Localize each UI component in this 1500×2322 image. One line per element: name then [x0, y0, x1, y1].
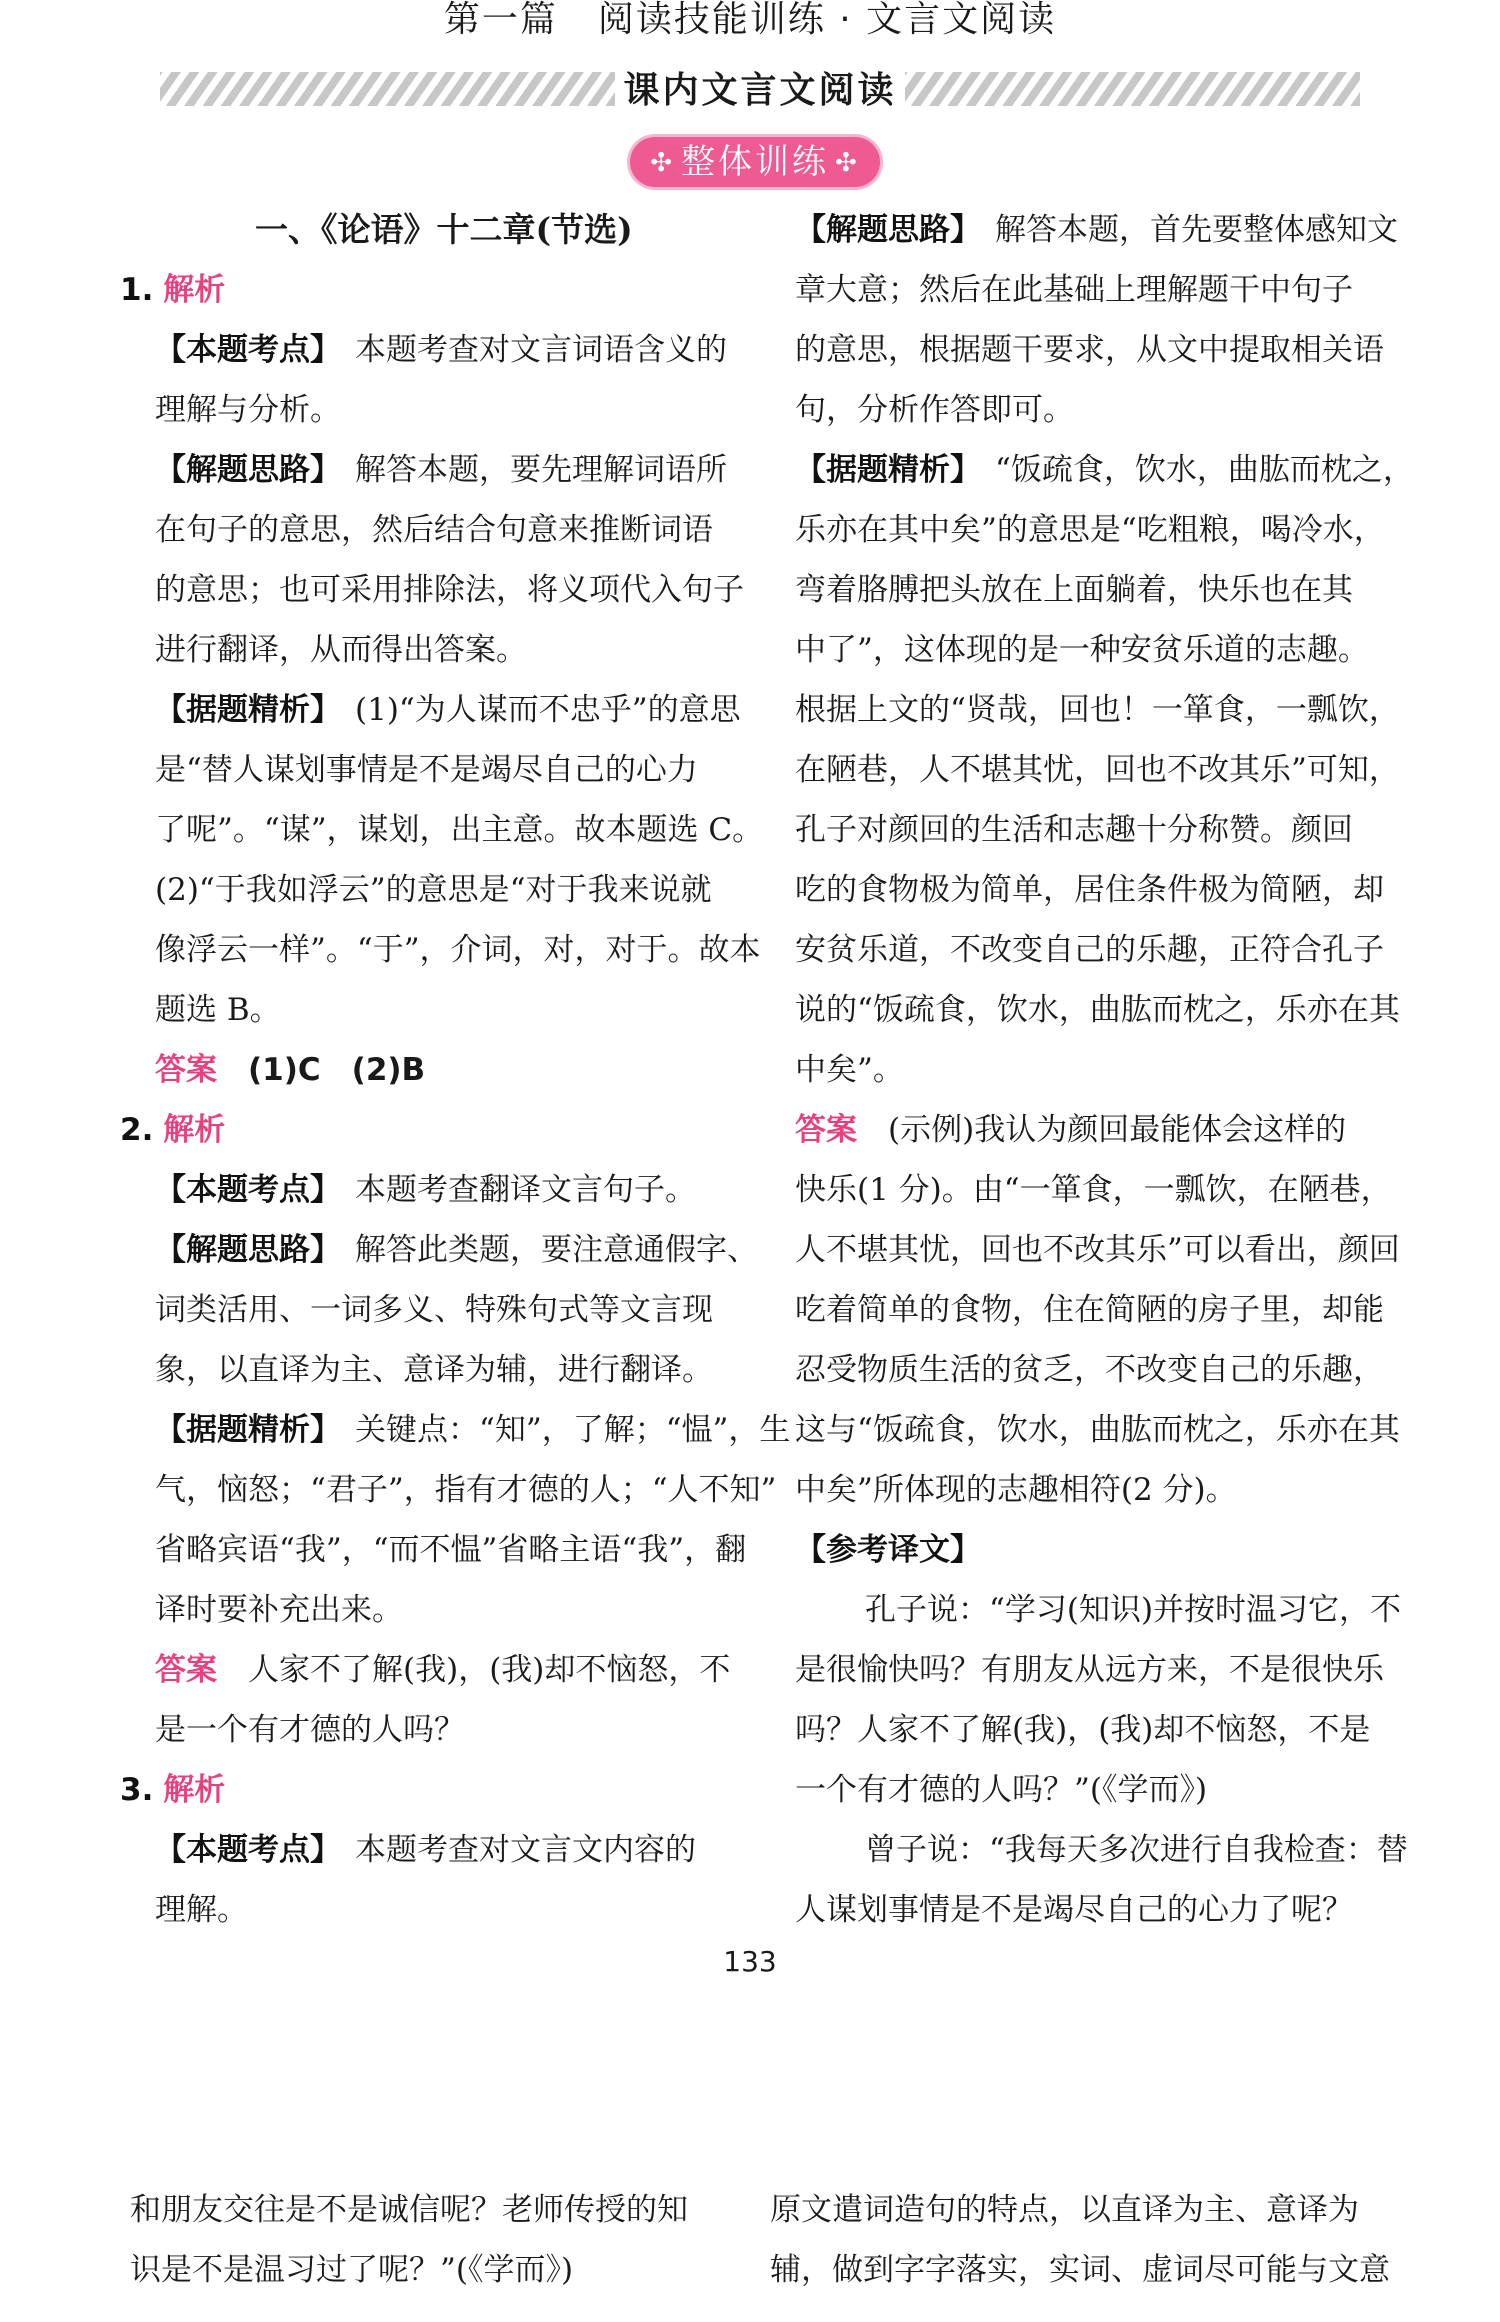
chapter-title: 一、《论语》十二章(节选) — [255, 210, 633, 249]
answer-line: 快乐(1 分)。由“一箪食，一瓢饮，在陋巷， — [795, 1172, 1392, 1208]
part-title: 阅读技能训练 · 文言文阅读 — [597, 0, 1057, 40]
reference-heading: 【参考译文】 — [795, 1532, 981, 1568]
analysis-line: 省略宾语“我”，“而不愠”省略主语“我”，翻 — [155, 1532, 747, 1568]
star-icon: ✣ — [650, 148, 675, 178]
analysis-line: 弯着胳膊把头放在上面躺着，快乐也在其 — [795, 572, 1353, 608]
analysis-line: 译时要补充出来。 — [155, 1592, 403, 1628]
analysis-line: 【解题思路】 解答本题，首先要整体感知文 — [795, 212, 1398, 248]
analysis-line: 题选 B。 — [155, 992, 281, 1028]
hatch-decoration-right — [905, 72, 1360, 106]
analysis-line: 【本题考点】 本题考查翻译文言句子。 — [155, 1172, 696, 1208]
analysis-line: 【本题考点】 本题考查对文言文内容的 — [155, 1832, 696, 1868]
translation-line: 人谋划事情是不是竭尽自己的心力了呢？ — [795, 1892, 1353, 1928]
analysis-line: 乐亦在其中矣”的意思是“吃粗粮，喝冷水， — [795, 512, 1385, 548]
translation-line: 识是不是温习过了呢？”(《学而》) — [130, 2252, 574, 2288]
answer-line: 答案 (1)C (2)B — [155, 1052, 426, 1088]
analysis-line: 了呢”。“谋”，谋划，出主意。故本题选 C。 — [155, 812, 764, 848]
answer-line: 是一个有才德的人吗？ — [155, 1712, 465, 1748]
analysis-line: 安贫乐道，不改变自己的乐趣，正符合孔子 — [795, 932, 1384, 968]
left-column — [120, 200, 791, 1940]
analysis-line: 孔子对颜回的生活和志趣十分称赞。颜回 — [795, 812, 1353, 848]
translation-line: 曾子说：“我每天多次进行自我检查：替 — [865, 1832, 1408, 1868]
answer-line: 这与“饭疏食，饮水，曲肱而枕之，乐亦在其 — [795, 1412, 1400, 1448]
analysis-line: 的意思，根据题干要求，从文中提取相关语 — [795, 332, 1384, 368]
star-icon: ✣ — [835, 148, 860, 178]
analysis-line: 原文遣词造句的特点，以直译为主、意译为 — [770, 2192, 1359, 2228]
question-heading: 1. 解析 — [120, 272, 226, 308]
answer-line: 答案 (示例)我认为颜回最能体会这样的 — [795, 1112, 1347, 1148]
answer-line: 忍受物质生活的贫乏，不改变自己的乐趣， — [795, 1352, 1384, 1388]
training-badge — [630, 137, 880, 187]
hatch-decoration-left — [160, 72, 615, 106]
translation-line: 和朋友交往是不是诚信呢？老师传授的知 — [130, 2192, 688, 2228]
answer-line: 中矣”所体现的志趣相符(2 分)。 — [795, 1472, 1237, 1508]
translation-line: 孔子说：“学习(知识)并按时温习它，不 — [865, 1592, 1402, 1628]
translation-line: 吗？人家不了解(我)，(我)却不恼怒，不是 — [795, 1712, 1371, 1748]
analysis-line: 理解。 — [155, 1892, 248, 1928]
analysis-line: 的意思；也可采用排除法，将义项代入句子 — [155, 572, 744, 608]
answer-line: 人不堪其忧，回也不改其乐”可以看出，颜回 — [795, 1232, 1400, 1268]
analysis-line: 【据题精析】 关键点：“知”，了解；“愠”，生 — [155, 1412, 791, 1448]
analysis-line: 章大意；然后在此基础上理解题干中句子 — [795, 272, 1353, 308]
analysis-line: 是“替人谋划事情是不是竭尽自己的心力 — [155, 752, 698, 788]
section-band — [160, 66, 1360, 116]
analysis-line: (2)“于我如浮云”的意思是“对于我来说就 — [155, 872, 712, 908]
page-number: 133 — [723, 1945, 777, 1978]
analysis-line: 理解与分析。 — [155, 392, 341, 428]
analysis-line: 气，恼怒；“君子”，指有才德的人；“人不知” — [155, 1472, 777, 1508]
analysis-line: 在陋巷，人不堪其忧，回也不改其乐”可知， — [795, 752, 1400, 788]
analysis-line: 中矣”。 — [795, 1052, 904, 1088]
answer-line: 答案 人家不了解(我)，(我)却不恼怒，不 — [155, 1652, 731, 1688]
analysis-line: 【解题思路】 解答本题，要先理解词语所 — [155, 452, 727, 488]
analysis-line: 在句子的意思，然后结合句意来推断词语 — [155, 512, 713, 548]
analysis-line: 【据题精析】 (1)“为人谋而不忠乎”的意思 — [155, 692, 741, 728]
analysis-line: 说的“饭疏食，饮水，曲肱而枕之，乐亦在其 — [795, 992, 1400, 1028]
question-heading: 2. 解析 — [120, 1112, 226, 1148]
badge-label: 整体训练 — [681, 142, 829, 182]
analysis-line: 句，分析作答即可。 — [795, 392, 1074, 428]
translation-line: 是很愉快吗？有朋友从远方来，不是很快乐 — [795, 1652, 1384, 1688]
section-title: 课内文言文阅读 — [623, 70, 897, 111]
translation-line: 一个有才德的人吗？”(《学而》) — [795, 1772, 1208, 1808]
right-column — [795, 200, 1414, 1940]
analysis-line: 【解题思路】 解答此类题，要注意通假字、 — [155, 1232, 758, 1268]
analysis-line: 象，以直译为主、意译为辅，进行翻译。 — [155, 1352, 713, 1388]
analysis-line: 进行翻译，从而得出答案。 — [155, 632, 527, 668]
analysis-line: 中了”，这体现的是一种安贫乐道的志趣。 — [795, 632, 1369, 668]
question-heading: 3. 解析 — [120, 1772, 226, 1808]
analysis-line: 词类活用、一词多义、特殊句式等文言现 — [155, 1292, 713, 1328]
analysis-line: 吃的食物极为简单，居住条件极为简陋，却 — [795, 872, 1384, 908]
analysis-line: 【本题考点】 本题考查对文言词语含义的 — [155, 332, 727, 368]
analysis-line: 【据题精析】 “饭疏食，饮水，曲肱而枕之， — [795, 452, 1414, 488]
next-page-right-column — [770, 2180, 1390, 2300]
answer-line: 吃着简单的食物，住在简陋的房子里，却能 — [795, 1292, 1384, 1328]
analysis-line: 像浮云一样”。“于”，介词，对，对于。故本 — [155, 932, 761, 968]
part-label: 第一篇 — [443, 0, 558, 40]
running-head — [0, 0, 1500, 40]
analysis-line: 根据上文的“贤哉，回也！一箪食，一瓢饮， — [795, 692, 1400, 728]
analysis-line: 辅，做到字字落实，实词、虚词尽可能与文意 — [770, 2252, 1390, 2288]
next-page-left-column — [130, 2180, 730, 2300]
